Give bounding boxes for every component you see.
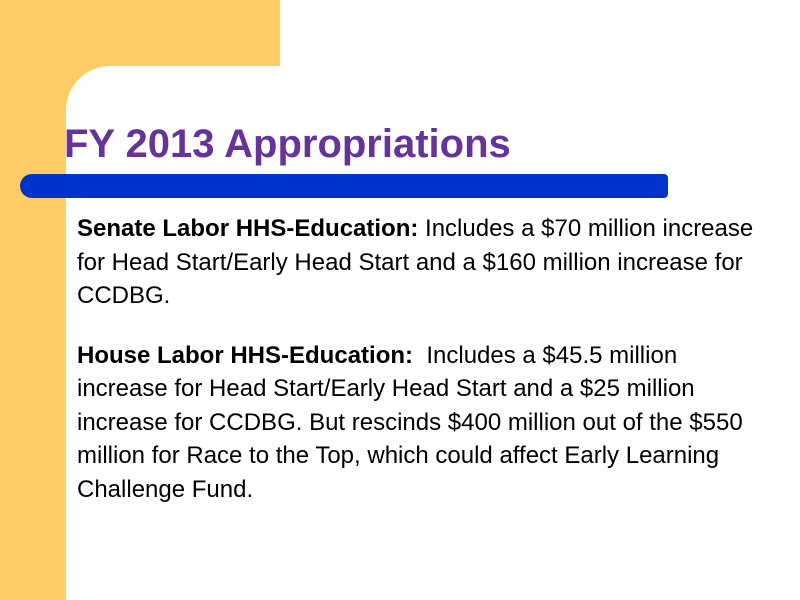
- slide-body: [77, 212, 757, 506]
- bullet-lead: Senate Labor HHS-Education:: [77, 215, 419, 242]
- bullet-text: Includes a $70 million increase for Head Start/Early Head Start and a $160 million increase for CCDBG.: [77, 215, 754, 309]
- bullet-text: Includes a $45.5 million increase for Head Start/Early Head Start and a $25 million increase for CCDBG. But rescinds $400 million out of the $550 million for Race to the Top, which could affect Early Learning Challenge Fund.: [77, 341, 750, 503]
- bullet-lead: House Labor HHS-Education:: [77, 341, 414, 369]
- bullet-house: [77, 339, 757, 507]
- slide-title: FY 2013 Appropriations: [64, 122, 511, 166]
- bullet-senate: [77, 212, 757, 313]
- title-underline-bar: [20, 174, 668, 198]
